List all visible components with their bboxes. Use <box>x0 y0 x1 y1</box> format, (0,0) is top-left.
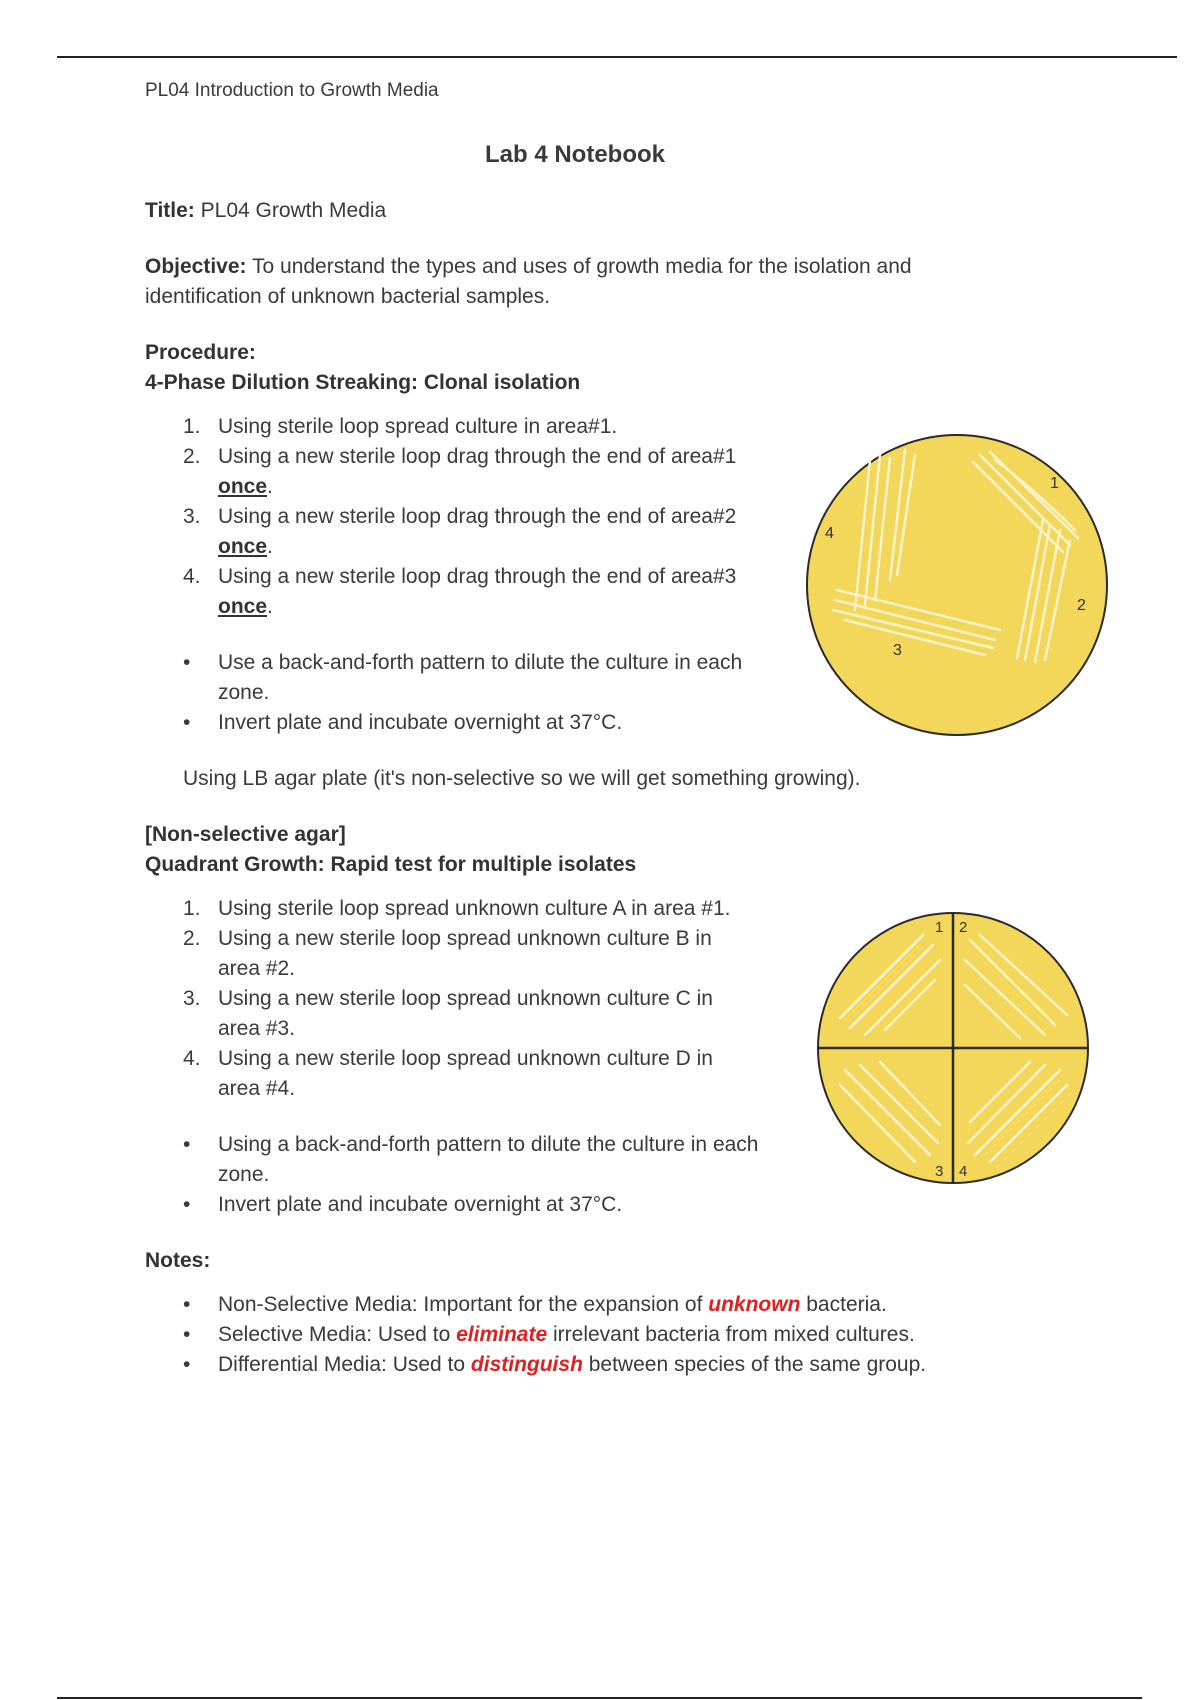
list-item: 2. Using a new sterile loop drag through the end of area#1 once. <box>183 445 737 498</box>
list-item: 3. Using a new sterile loop drag through the end of area#2 once. <box>183 505 737 558</box>
list-item: 3. Using a new sterile loop spread unknown culture C in area #3. <box>183 987 713 1040</box>
list-item: 4. Using a new sterile loop spread unknown culture D in area #4. <box>183 1047 713 1100</box>
plate1-label-2: 2 <box>1077 597 1086 614</box>
section1-heading: 4-Phase Dilution Streaking: Clonal isolation <box>145 371 581 394</box>
plate2-label-1: 1 <box>935 919 944 936</box>
plate2-label-4: 4 <box>959 1163 968 1180</box>
list-item: 2. Using a new sterile loop spread unknown culture B in area #2. <box>183 927 712 980</box>
quadrant-plate-diagram <box>805 900 1105 1200</box>
plate2-label-3: 3 <box>935 1163 944 1180</box>
list-item: 1. Using sterile loop spread unknown culture A in area #1. <box>183 897 731 920</box>
objective-text: To understand the types and uses of growth media for the isolation and identification of unknown bacterial samples. <box>145 255 912 308</box>
plate1-label-1: 1 <box>1050 475 1059 492</box>
list-item: • Non-Selective Media: Important for the expansion of unknown bacteria. <box>145 1290 1005 1320</box>
objective <box>145 252 1005 312</box>
list-item: • Selective Media: Used to eliminate irrelevant bacteria from mixed cultures. <box>145 1320 1005 1350</box>
streak-bullets <box>145 648 785 738</box>
page-title: Lab 4 Notebook <box>484 141 665 168</box>
agar-plate <box>807 435 1107 735</box>
procedure-label: Procedure: <box>145 341 256 364</box>
section2-heading: Quadrant Growth: Rapid test for multiple isolates <box>145 853 637 876</box>
plate1-label-3: 3 <box>893 642 902 659</box>
streak-plate-diagram <box>795 430 1120 740</box>
list-item: • Invert plate and incubate overnight at 37°C. <box>145 1190 785 1220</box>
streak-steps <box>145 412 785 622</box>
list-item: • Use a back-and-forth pattern to dilute the culture in each zone. <box>145 648 785 708</box>
objective-label: Objective: <box>145 255 247 278</box>
notes-label: Notes: <box>145 1249 211 1272</box>
title-label: Title: <box>145 199 195 222</box>
top-rule <box>57 56 1177 58</box>
running-head: PL04 Introduction to Growth Media <box>145 80 439 101</box>
list-item: • Invert plate and incubate overnight at 37°C. <box>145 708 785 738</box>
agar-note: Using LB agar plate (it's non-selective so we will get something growing). <box>183 767 861 790</box>
quadrant-bullets <box>145 1130 785 1220</box>
title-value: PL04 Growth Media <box>194 199 387 222</box>
bottom-rule <box>57 1697 1142 1699</box>
list-item: • Differential Media: Used to distinguish between species of the same group. <box>145 1350 1005 1380</box>
section2-tag: [Non-selective agar] <box>145 823 346 846</box>
notes-list <box>145 1290 1005 1380</box>
list-item: 4. Using a new sterile loop drag through the end of area#3 once. <box>183 565 737 618</box>
quadrant-steps <box>145 894 785 1104</box>
list-item: • Using a back-and-forth pattern to dilute the culture in each zone. <box>145 1130 785 1190</box>
title-line <box>145 196 1005 226</box>
list-item: 1. Using sterile loop spread culture in area#1. <box>183 415 618 438</box>
plate2-label-2: 2 <box>959 919 968 936</box>
plate1-label-4: 4 <box>825 525 834 542</box>
